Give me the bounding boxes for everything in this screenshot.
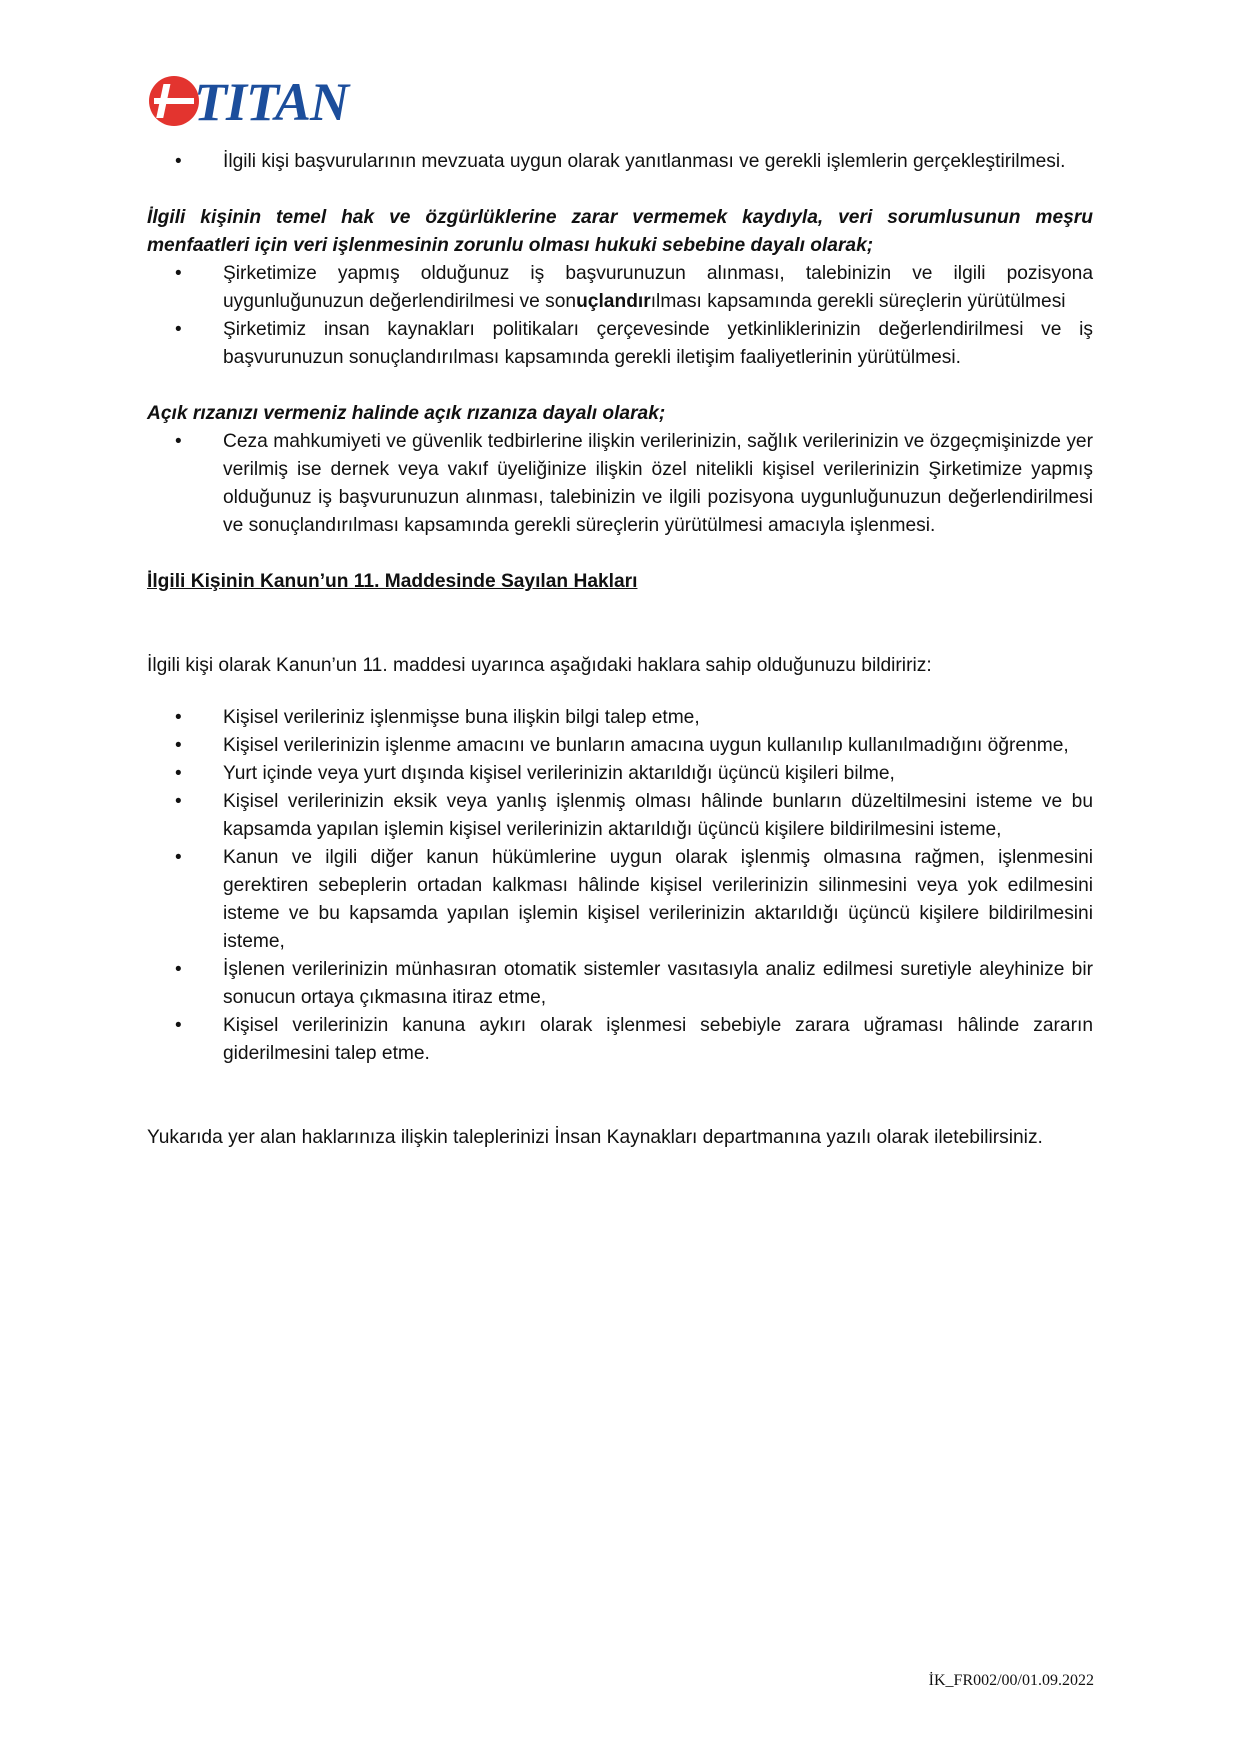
rights-section-title: İlgili Kişinin Kanun’un 11. Maddesinde Sayılan Hakları xyxy=(147,571,638,592)
titan-logo xyxy=(147,72,402,130)
logo-wordmark: TITAN xyxy=(194,72,349,130)
list-item: • Ceza mahkumiyeti ve güvenlik tedbirlerine ilişkin verilerinizin, sağlık verilerinizin ve özgeçmişinizde yer verilmiş ise dernek veya vakıf üyeliğinize ilişkin özel nitelikli kişisel verilerinizin Şirketimize yapmış olduğunuz iş başvurunuzun alınması, talebinizin ve ilgili pozisyona uygunluğunuzun değerlendirilmesi ve sonuçlandırılması kapsamında gerekli süreçlerin yürütülmesi amacıyla işlenmesi. xyxy=(147,428,1093,540)
list-item: • Yurt içinde veya yurt dışında kişisel verilerinizin aktarıldığı üçüncü kişileri bilme, xyxy=(147,760,1093,788)
section-heading: İlgili kişinin temel hak ve özgürlüklerine zarar vermemek kaydıyla, veri sorumlusunun meşru menfaatleri için veri işlenmesinin zorunlu olması hukuki sebebine dayalı olarak; xyxy=(147,207,1093,256)
list-item: • Kişisel verilerinizin işlenme amacını ve bunların amacına uygun kullanılıp kullanılmadığını öğrenme, xyxy=(147,732,1093,760)
list-item: • Şirketimize yapmış olduğunuz iş başvurunuzun alınması, talebinizin ve ilgili pozisyona uygunluğunuzun değerlendirilmesi ve sonuçlandırılması kapsamında gerekli süreçlerin yürütülmesi xyxy=(147,260,1093,316)
closing-paragraph: Yukarıda yer alan haklarınıza ilişkin taleplerinizi İnsan Kaynakları departmanına yazılı olarak iletebilirsiniz. xyxy=(147,1127,1043,1148)
list-item: • Kişisel verilerinizin kanuna aykırı olarak işlenmesi sebebiyle zarara uğraması hâlinde zararın giderilmesini talep etme. xyxy=(147,1012,1093,1068)
document-code: İK_FR002/00/01.09.2022 xyxy=(928,1672,1094,1689)
list-item: • İşlenen verilerinizin münhasıran otomatik sistemler vasıtasıyla analiz edilmesi suretiyle aleyhinize bir sonucun ortaya çıkmasına itiraz etme, xyxy=(147,956,1093,1012)
list-item: • İlgili kişi başvurularının mevzuata uygun olarak yanıtlanması ve gerekli işlemlerin gerçekleştirilmesi. xyxy=(147,148,1093,176)
section-heading: Açık rızanızı vermeniz halinde açık rızanıza dayalı olarak; xyxy=(147,403,666,424)
list-item: • Kişisel verilerinizin eksik veya yanlış işlenmiş olması hâlinde bunların düzeltilmesini isteme ve bu kapsamda yapılan işlemin kişisel verilerinizin aktarıldığı üçüncü kişilere bildirilmesini isteme, xyxy=(147,788,1093,844)
list-item: • Şirketimiz insan kaynakları politikaları çerçevesinde yetkinliklerinizin değerlendirilmesi ve iş başvurunuzun sonuçlandırılması kapsamında gerekli iletişim faaliyetlerinin yürütülmesi. xyxy=(147,316,1093,372)
document-body xyxy=(147,148,1093,1152)
list-item: • Kişisel verileriniz işlenmişse buna ilişkin bilgi talep etme, xyxy=(147,704,1093,732)
list-item: • Kanun ve ilgili diğer kanun hükümlerine uygun olarak işlenmiş olmasına rağmen, işlenmesini gerektiren sebeplerin ortadan kalkması hâlinde kişisel verilerinizin silinmesini veya yok edilmesini isteme ve bu kapsamda yapılan işlemin kişisel verilerinizin aktarıldığı üçüncü kişilere bildirilmesini isteme, xyxy=(147,844,1093,956)
rights-intro: İlgili kişi olarak Kanun’un 11. maddesi uyarınca aşağıdaki haklara sahip olduğunuzu bildiririz: xyxy=(147,655,932,676)
